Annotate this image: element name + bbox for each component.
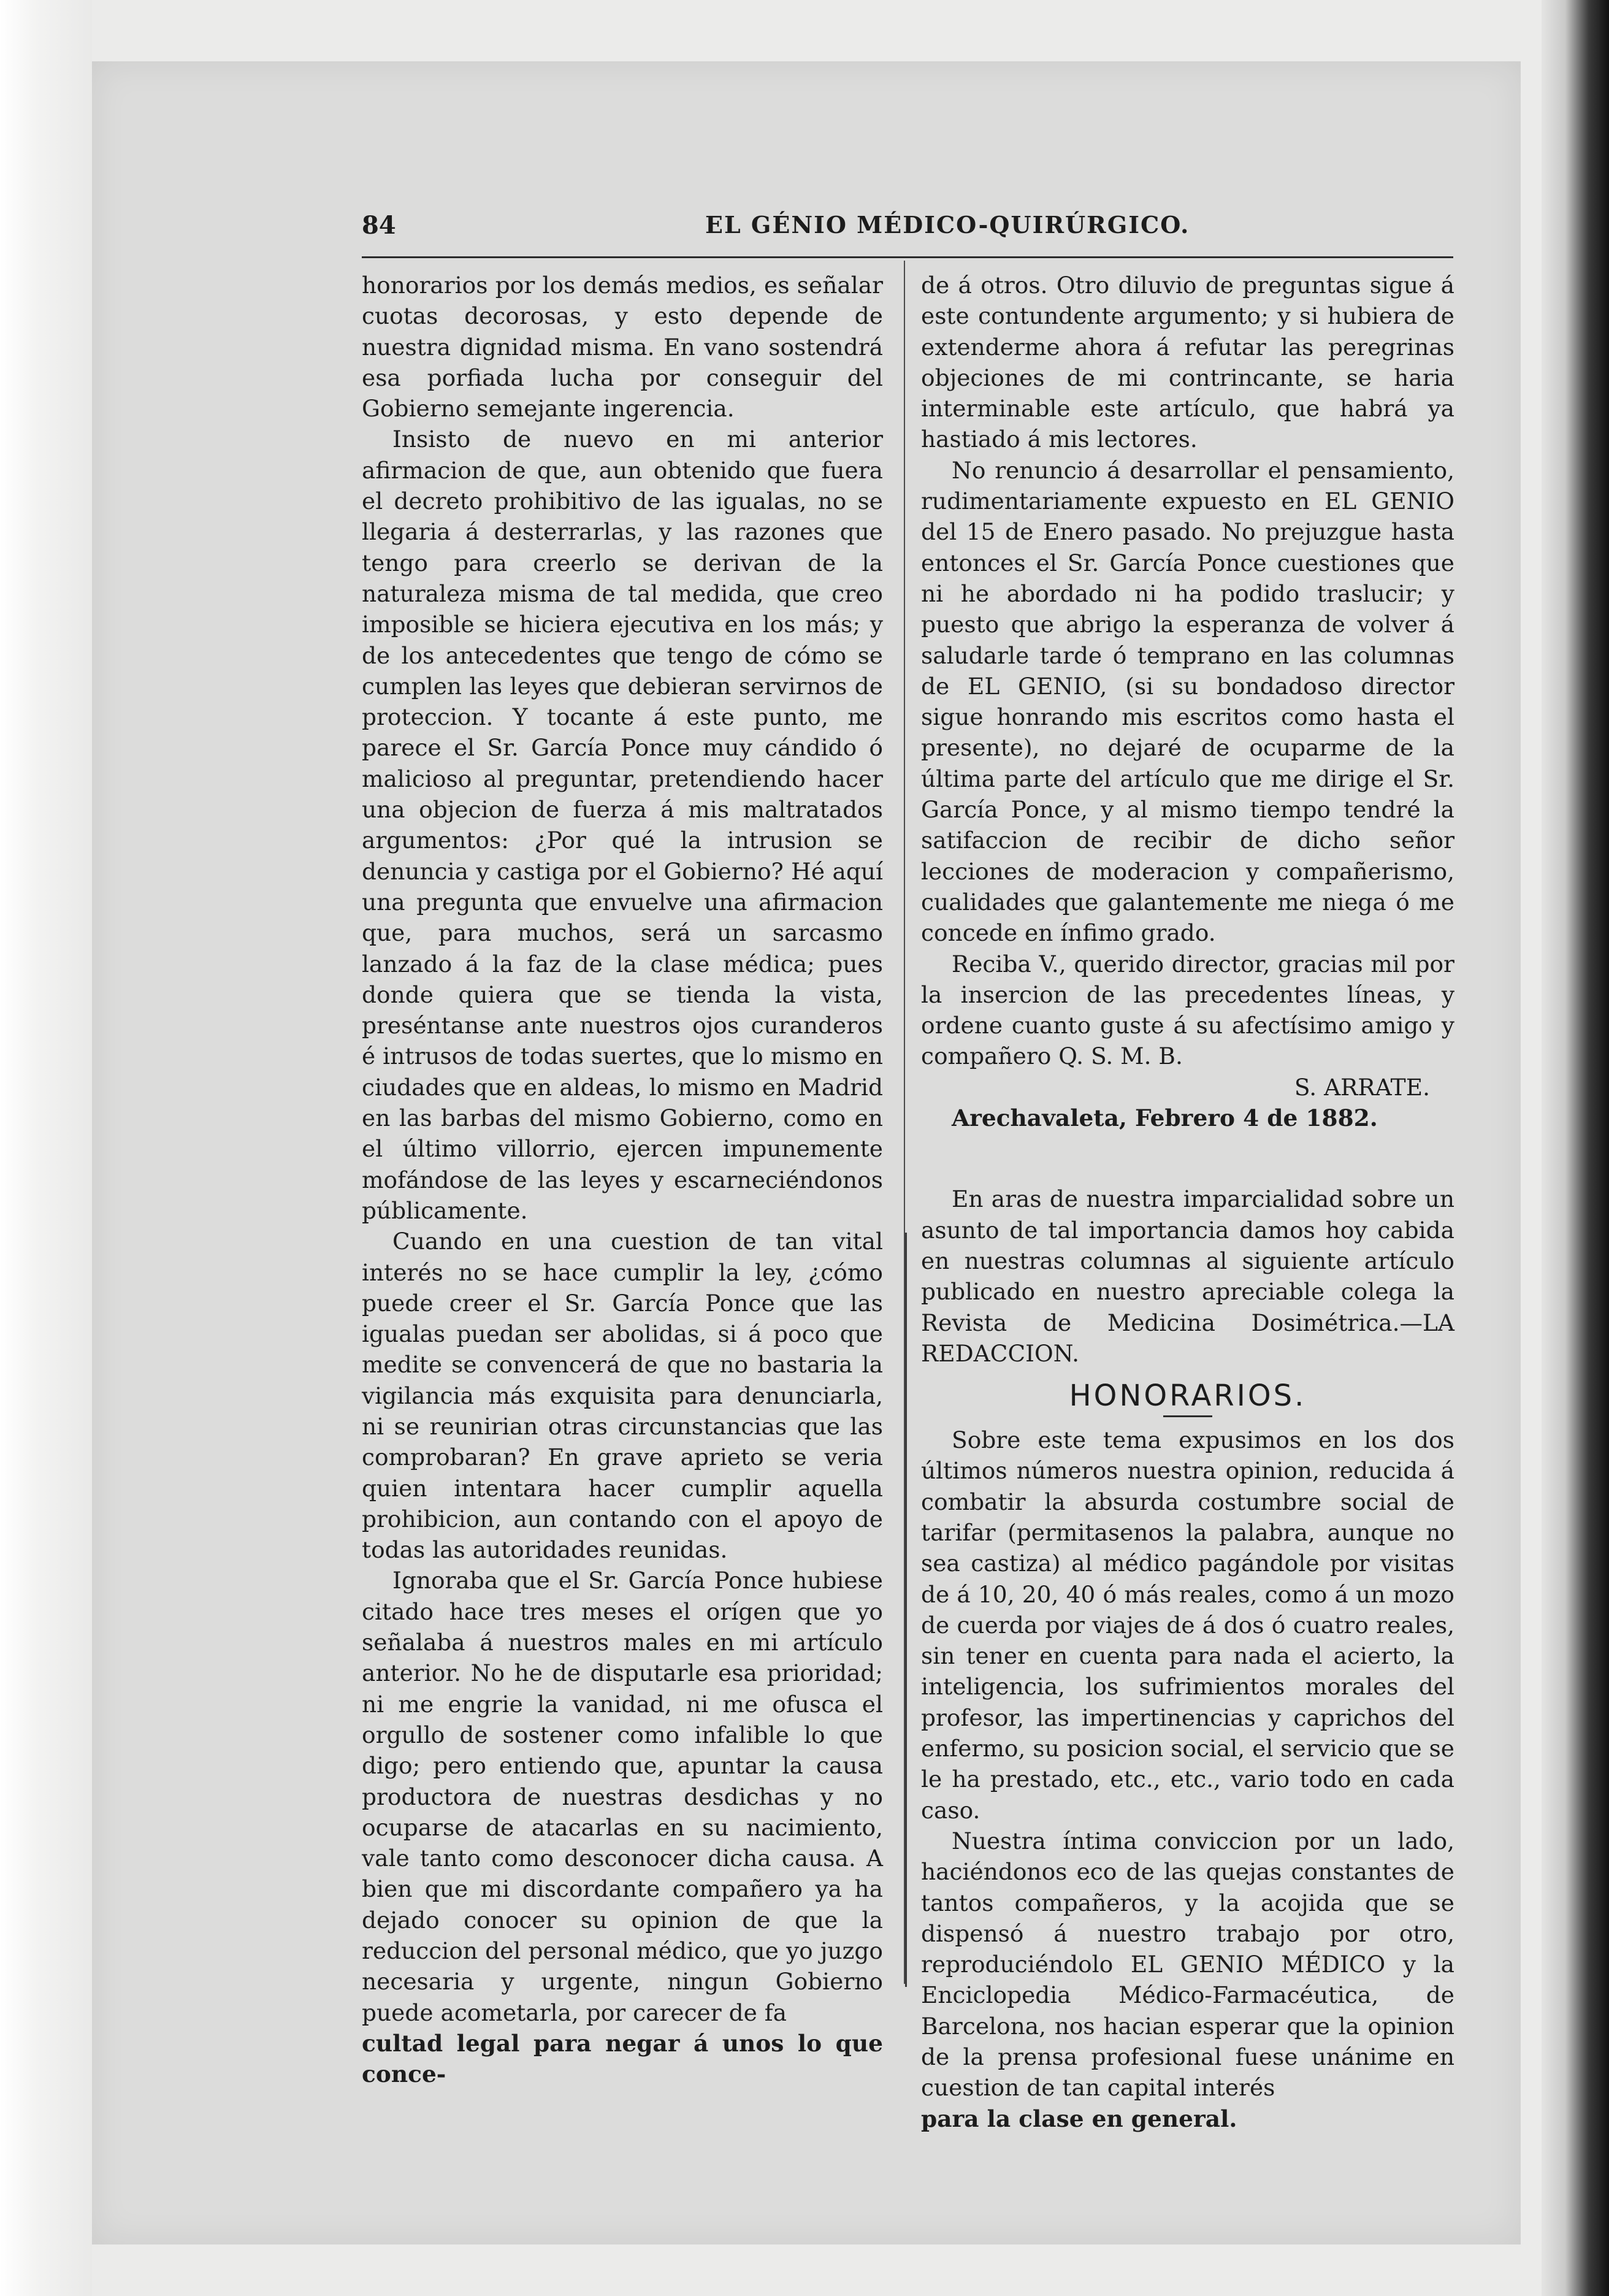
section-paragraph-1: Sobre este tema expusimos en los dos últimos números nuestra opinion, reducida á combatir la absurda costumbre social de tarifar (permitasenos la palabra, aunque no sea castiza) al médico pagándole por visitas de á 10, 20, 40 ó más reales, como á un mozo de cuerda por viajes de á dos ó cuatro reales, sin tener en cuenta para nada el acierto, la inteligencia, los sufrimientos morales del profesor, las impertinencias y caprichos del enfermo, su posicion social, el servicio que se le ha prestado, etc., etc., vario todo en cada caso. — [921, 1426, 1454, 1824]
left-binding-edge — [0, 0, 92, 2296]
left-paragraph-1: honorarios por los demás medios, es señalar cuotas decorosas, y esto depende de nuestra dignidad misma. En vano sostendrá esa porfiada lucha por conseguir del Gobierno semejante ingerencia. — [362, 272, 883, 423]
letter-dateline: Arechavaleta, Febrero 4 de 1882. — [952, 1104, 1378, 1132]
column-divider-bold — [905, 1233, 907, 1987]
right-column — [921, 270, 1454, 2134]
section-paragraph-3: para la clase en general. — [921, 2105, 1237, 2132]
right-paragraph-2: No renuncio á desarrollar el pensamiento, rudimentariamente expuesto en EL GENIO del 15 de Enero pasado. No prejuzgue hasta entonces el Sr. García Ponce cuestiones que ni he abordado ni ha podido traslucir; y puesto que abrigo la esperanza de volver á saludarle tarde ó temprano en las columnas de EL GENIO, (si su bondadoso director sigue honrando mis escritos como hasta el presente), no dejaré de ocuparme de la última parte del artículo que me dirige el Sr. García Ponce, y al mismo tiempo tendré la satifaccion de recibir de dicho señor lecciones de moderacion y compañerismo, cualidades que galantemente me niega ó me concede en ínfimo grado. — [921, 456, 1454, 947]
right-paragraph-1: de á otros. Otro diluvio de preguntas sigue á este contundente argumento; y si hubiera de extenderme ahora á refutar las peregrinas objeciones de mi contrincante, se haria interminable este artículo, que habrá ya hastiado á mis lectores. — [921, 272, 1454, 453]
left-paragraph-3: Cuando en una cuestion de tan vital interés no se hace cumplir la ley, ¿cómo puede creer el Sr. García Ponce que las igualas puedan ser abolidas, si á poco que medite se convencerá de que no bastaria la vigilancia más exquisita para denunciarla, ni se reunirian otras circunstancias que las comprobaran? En grave aprieto se veria quien intentara hacer cumplir aquella prohibicion, aun contando con el apoyo de todas las autoridades reunidas. — [362, 1228, 883, 1564]
right-paragraph-3: Reciba V., querido director, gracias mil por la insercion de las precedentes líneas, y ordene cuanto guste á su afectísimo amigo y compañero Q. S. M. B. — [921, 950, 1454, 1070]
left-column — [362, 270, 883, 2090]
section-title: HONORARIOS. — [1069, 1379, 1307, 1414]
header-rule — [362, 256, 1453, 258]
section-title-rule — [1163, 1415, 1212, 1417]
right-binding-edge — [1542, 0, 1609, 2296]
editorial-note: En aras de nuestra imparcialidad sobre un asunto de tal importancia damos hoy cabida en nuestras columnas al siguiente artículo publicado en nuestro apreciable colega la Revista de Medicina Dosimétrica.—LA REDACCION. — [921, 1185, 1454, 1367]
running-head — [362, 211, 1453, 248]
section-paragraph-2: Nuestra íntima conviccion por un lado, haciéndonos eco de las quejas constantes de tantos compañeros, y la acojida que se dispensó á nuestro trabajo por otro, reproduciéndolo EL GENIO MÉDICO y la Enciclopedia Médico-Farmacéutica, de Barcelona, nos hacian esperar que la opinion de la prensa profesional fuese unánime en cuestion de tan capital interés — [921, 1827, 1454, 2102]
letter-signature: S. ARRATE. — [1294, 1073, 1430, 1101]
left-paragraph-2: Insisto de nuevo en mi anterior afirmacion de que, aun obtenido que fuera el decreto prohibitivo de las igualas, no se llegaria á desterrarlas, y las razones que tengo para creerlo se derivan de la naturaleza misma de tal medida, que creo imposible se hiciera ejecutiva en los más; y de los antecedentes que tengo de cómo se cumplen las leyes que debieran servirnos de proteccion. Y tocante á este punto, me parece el Sr. García Ponce muy cándido ó malicioso al preguntar, pretendiendo hacer una objecion de fuerza á mis maltratados argumentos: ¿Por qué la intrusion se denuncia y castiga por el Gobierno? Hé aquí una pregunta que envuelve una afirmacion que, para muchos, será un sarcasmo lanzado á la faz de la clase médica; pues donde quiera que se tienda la vista, preséntanse ante nuestros ojos curanderos é intrusos de todas suertes, que lo mismo en ciudades que en aldeas, lo mismo en Madrid en las barbas del mismo Gobierno, como en el último villorrio, ejercen impunemente mofándose de las leyes y escarneciéndonos públicamente. — [362, 426, 883, 1224]
section-gap — [921, 1133, 1454, 1184]
left-paragraph-4: Ignoraba que el Sr. García Ponce hubiese citado hace tres meses el orígen que yo señalaba á nuestros males en mi artículo anterior. No he de disputarle esa prioridad; ni me engrie la vanidad, ni me ofusca el orgullo de sostener como infalible lo que digo; pero entiendo que, apuntar la causa productora de nuestras desdichas y no ocuparse de atacarlas en su nacimiento, vale tanto como desconocer dicha causa. A bien que mi discordante compañero ya ha dejado conocer su opinion de que la reduccion del personal médico, que yo juzgo necesaria y urgente, ningun Gobierno puede acometarla, por carecer de fa — [362, 1567, 883, 2026]
journal-title: EL GÉNIO MÉDICO-QUIRÚRGICO. — [705, 211, 1190, 239]
left-paragraph-5: cultad legal para negar á unos lo que conce- — [362, 2029, 883, 2088]
page-number: 84 — [362, 211, 396, 240]
